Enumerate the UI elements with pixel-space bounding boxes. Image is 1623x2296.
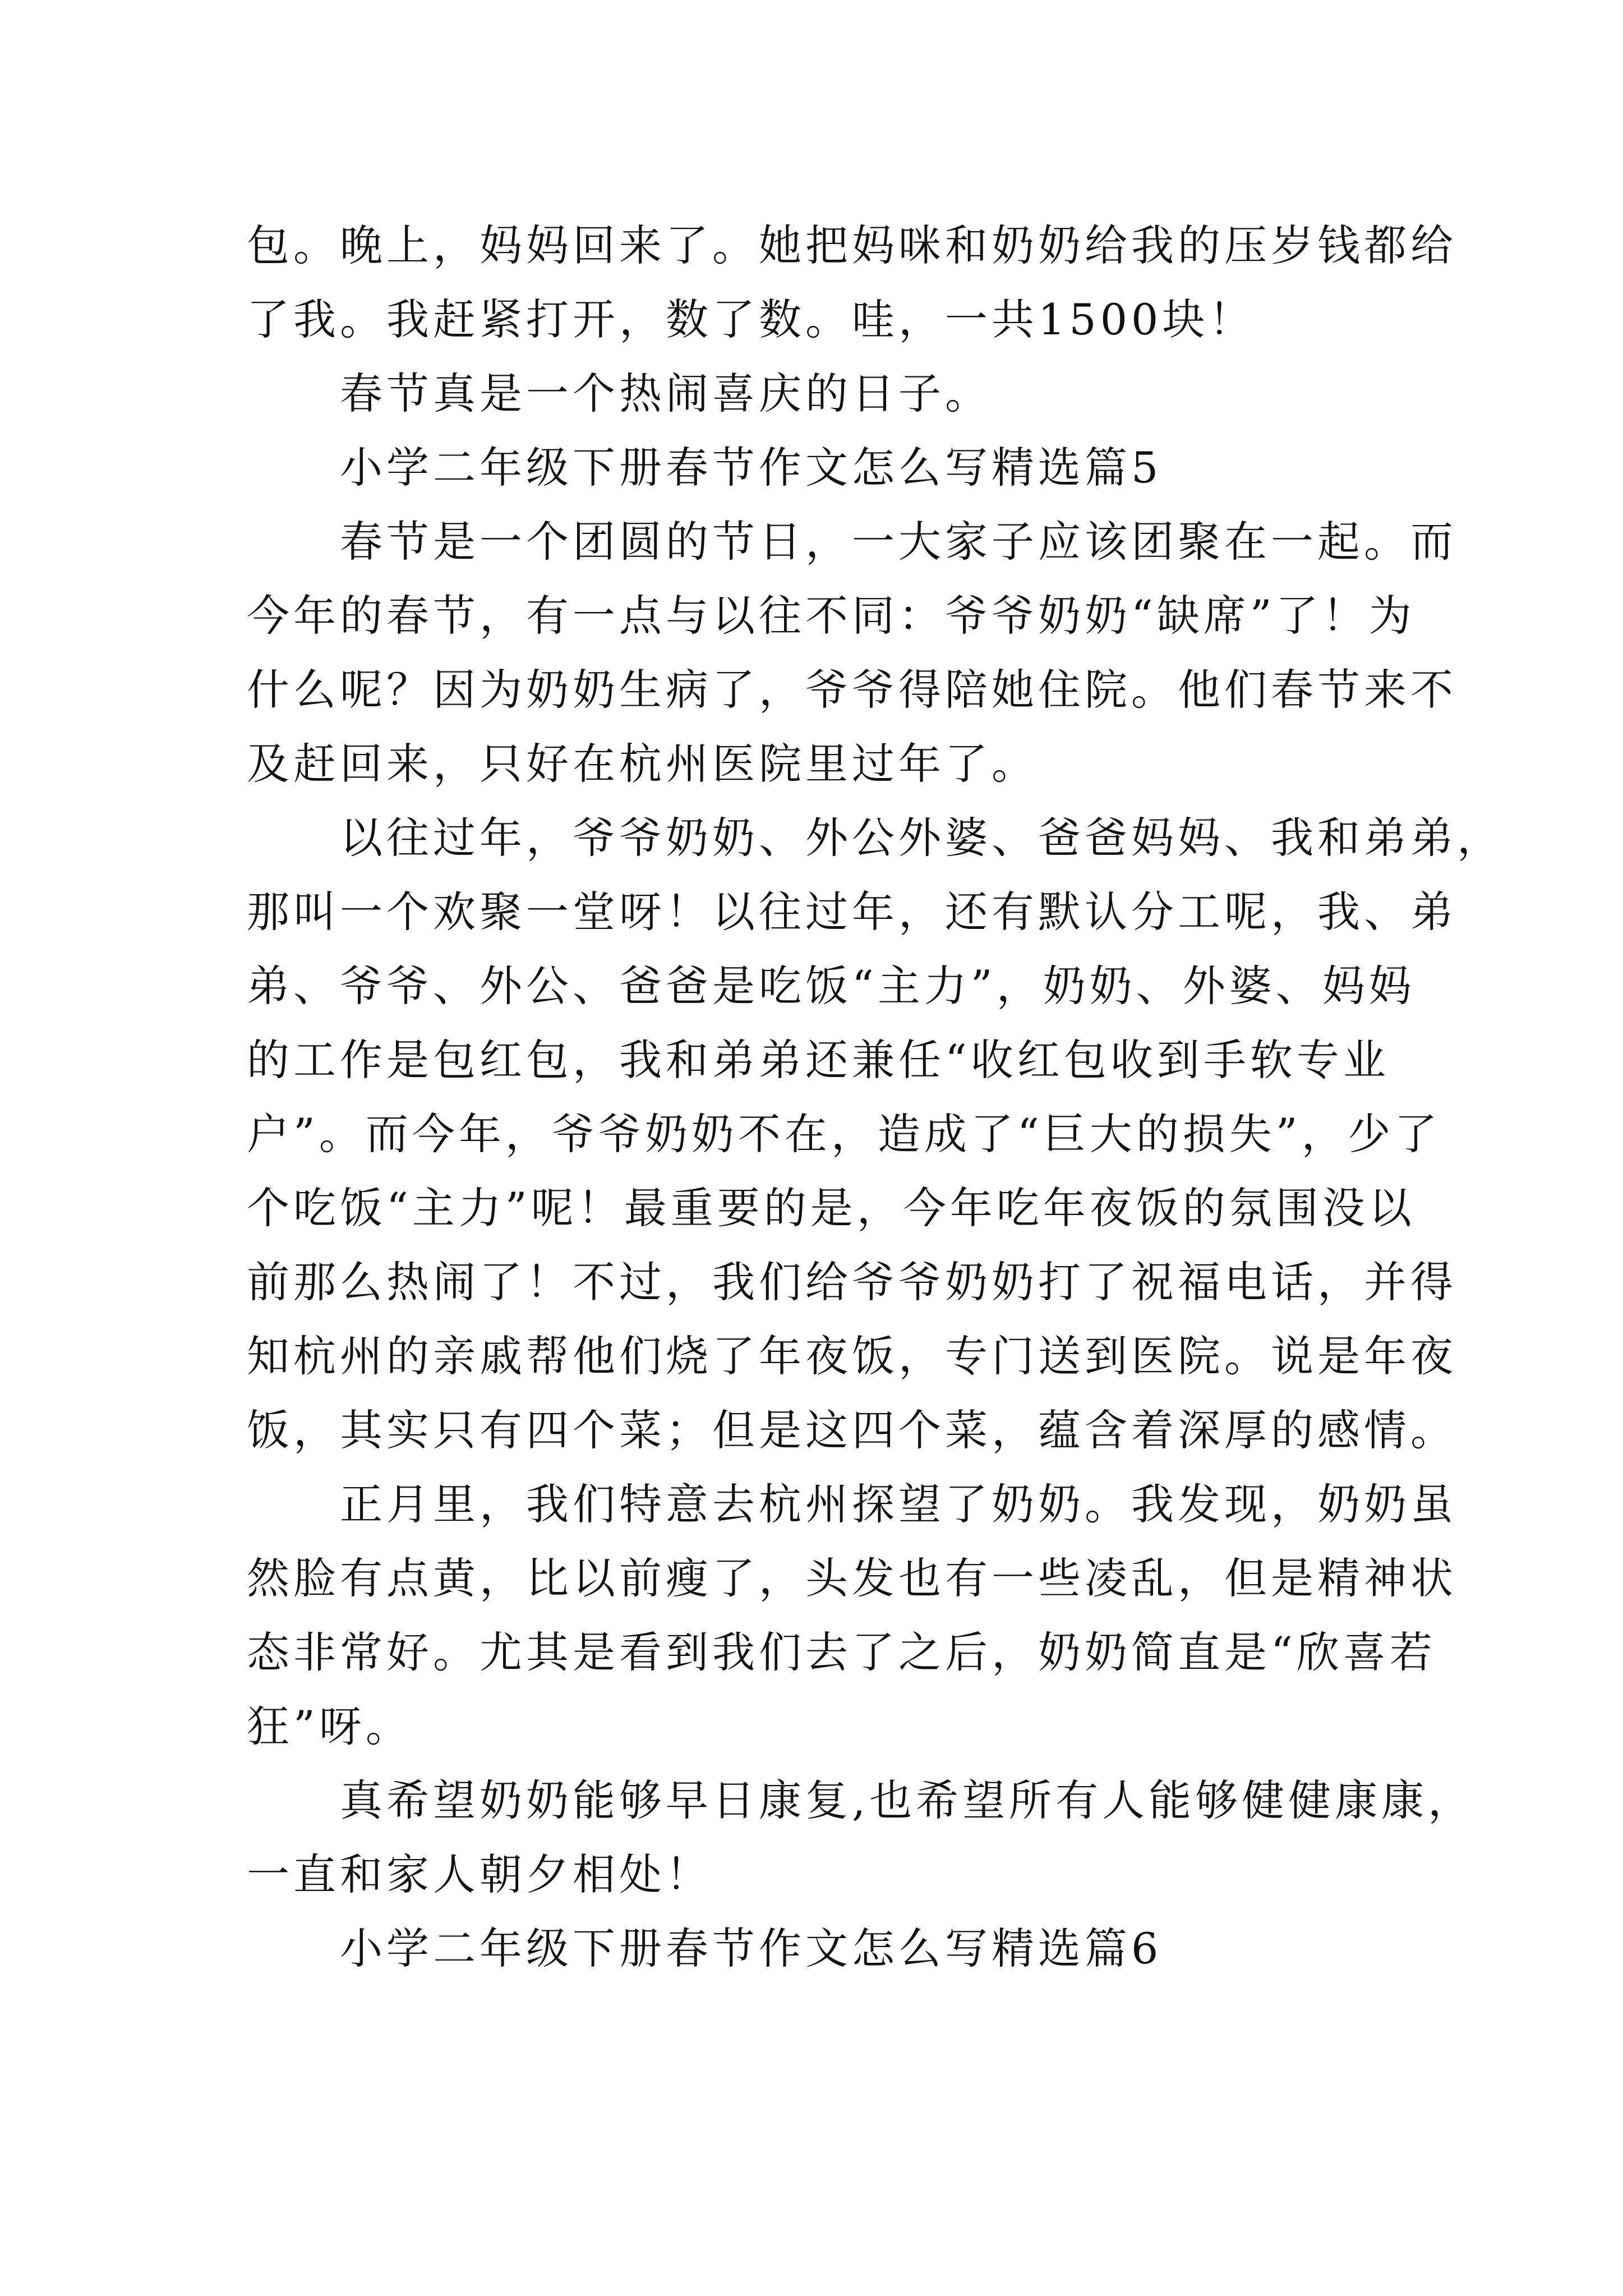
text-line: 今年的春节，有一点与以往不同：爷爷奶奶“缺席”了！为 <box>247 591 1415 641</box>
text-line: 一直和家人朝夕相处！ <box>247 1849 712 1899</box>
text-line: 什么呢？因为奶奶生病了，爷爷得陪她住院。他们春节来不 <box>247 665 1457 715</box>
text-line: 然脸有点黄，比以前瘦了，头发也有一些凌乱，但是精神状 <box>247 1553 1457 1603</box>
text-line: 户”。而今年，爷爷奶奶不在，造成了“巨大的损失”，少了 <box>247 1109 1441 1159</box>
section-heading: 小学二年级下册春节作文怎么写精选篇5 <box>247 443 1163 493</box>
text-line: 以往过年，爷爷奶奶、外公外婆、爸爸妈妈、我和弟弟， <box>247 813 1504 863</box>
text-line: 了我。我赶紧打开，数了数。哇，一共1500块！ <box>247 295 1256 344</box>
text-line: 饭，其实只有四个菜；但是这四个菜，蕴含着深厚的感情。 <box>247 1405 1457 1455</box>
text-line: 那叫一个欢聚一堂呀！以往过年，还有默认分工呢，我、弟 <box>247 887 1457 937</box>
document-body <box>247 209 1504 1986</box>
text-line: 弟、爷爷、外公、爸爸是吃饭“主力”，奶奶、外婆、妈妈 <box>247 961 1415 1011</box>
text-line: 及赶回来，只好在杭州医院里过年了。 <box>247 739 1038 789</box>
text-line: 真希望奶奶能够早日康复,也希望所有人能够健健康康， <box>247 1775 1475 1825</box>
text-line: 包。晚上，妈妈回来了。她把妈咪和奶奶给我的压岁钱都给 <box>247 220 1457 270</box>
text-line: 正月里，我们特意去杭州探望了奶奶。我发现，奶奶虽 <box>247 1479 1457 1529</box>
text-line: 个吃饭“主力”呢！最重要的是，今年吃年夜饭的氛围没以 <box>247 1183 1415 1233</box>
text-line: 春节真是一个热闹喜庆的日子。 <box>247 369 992 418</box>
text-line: 狂”呀。 <box>247 1701 412 1751</box>
section-heading: 小学二年级下册春节作文怎么写精选篇6 <box>247 1924 1163 1973</box>
text-line: 态非常好。尤其是看到我们去了之后，奶奶简直是“欣喜若 <box>247 1627 1436 1677</box>
text-line: 的工作是包红包，我和弟弟还兼任“收红包收到手软专业 <box>247 1035 1390 1085</box>
text-line: 前那么热闹了！不过，我们给爷爷奶奶打了祝福电话，并得 <box>247 1257 1457 1307</box>
text-line: 知杭州的亲戚帮他们烧了年夜饭，专门送到医院。说是年夜 <box>247 1331 1457 1381</box>
text-line: 春节是一个团圆的节日，一大家子应该团聚在一起。而 <box>247 517 1457 567</box>
